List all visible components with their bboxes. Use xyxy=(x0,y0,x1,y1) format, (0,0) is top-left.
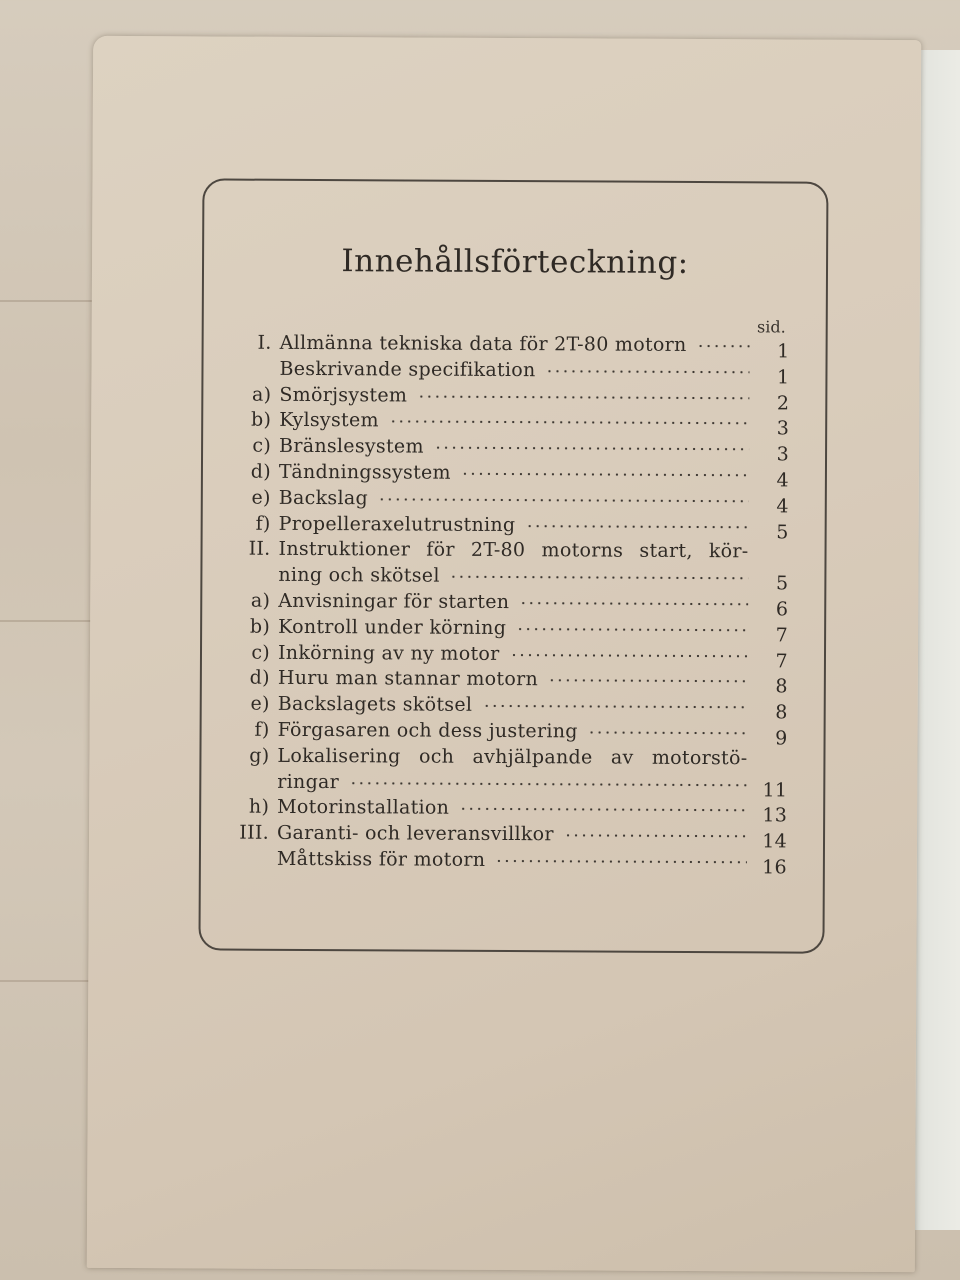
toc-entry-label: Backslag xyxy=(278,486,369,510)
toc-leader-dots xyxy=(588,730,748,735)
toc-list xyxy=(231,331,790,879)
toc-entry-label: Lokalisering och avhjälpande av motorstö- xyxy=(277,744,748,770)
toc-entry-label: Kylsystem xyxy=(279,409,379,432)
toc-leader-dots xyxy=(564,833,747,838)
toc-entry-page: 7 xyxy=(775,649,789,673)
toc-leader-dots xyxy=(461,472,749,478)
toc-entry-label: Kontroll under körning xyxy=(278,615,507,639)
toc-leader-dots xyxy=(697,344,750,348)
toc-entry xyxy=(231,847,787,879)
toc-leader-dots xyxy=(459,807,747,813)
page-column-label: sid. xyxy=(757,317,786,337)
toc-entry-marker: b) xyxy=(249,615,271,638)
toc-entry-page: 14 xyxy=(762,830,788,853)
toc-entry-label: Tändningssystem xyxy=(278,460,451,484)
toc-leader-dots xyxy=(510,653,748,658)
toc-entry xyxy=(233,408,790,440)
toc-leader-dots xyxy=(378,497,749,503)
toc-entry-page: 2 xyxy=(776,392,790,415)
toc-entry-page: 6 xyxy=(775,598,789,621)
toc-entry-page: 5 xyxy=(776,521,789,544)
toc-leader-dots xyxy=(495,859,747,864)
toc-entry-page: 5 xyxy=(775,572,789,595)
toc-entry xyxy=(233,382,790,415)
toc-entry xyxy=(231,769,788,802)
toc-entry-page: 8 xyxy=(775,675,788,698)
toc-entry xyxy=(232,614,789,647)
toc-entry-label: Smörjsystem xyxy=(279,383,408,407)
toc-entry xyxy=(233,485,789,518)
toc-entry-page: 7 xyxy=(775,624,789,647)
toc-entry-page: 8 xyxy=(775,701,788,724)
toc-entry xyxy=(232,537,788,566)
toc-entry xyxy=(232,589,789,621)
toc-leader-dots xyxy=(525,524,748,529)
toc-entry xyxy=(232,640,789,673)
toc-entry xyxy=(234,331,790,363)
toc-entry-label: Beskrivande specifikation xyxy=(279,357,536,381)
toc-entry-page: 4 xyxy=(776,469,789,492)
toc-entry-label: Förgasaren och dess justering xyxy=(277,718,578,743)
toc-entry-marker: g) xyxy=(249,744,270,767)
toc-entry-page: 13 xyxy=(762,804,788,827)
toc-entry xyxy=(231,821,788,853)
toc-entry-page: 3 xyxy=(776,443,790,466)
toc-entry-label: Måttskiss för motorn xyxy=(276,847,486,871)
toc-leader-dots xyxy=(389,420,749,426)
toc-entry-marker: c) xyxy=(252,434,272,457)
toc-entry xyxy=(233,434,790,466)
toc-entry xyxy=(232,563,789,595)
toc-entry-marker: f) xyxy=(255,512,271,535)
toc-entry-label: Instruktioner för 2T-80 motorns start, kör- xyxy=(278,538,749,563)
toc-entry-marker: b) xyxy=(250,409,272,432)
toc-entry xyxy=(231,795,788,827)
table-of-contents-frame xyxy=(198,178,828,953)
toc-leader-dots xyxy=(450,575,749,581)
toc-entry-marker: I. xyxy=(257,331,272,354)
toc-entry-marker: a) xyxy=(251,383,272,406)
toc-entry xyxy=(231,743,787,772)
booklet-page xyxy=(87,36,921,1272)
toc-entry-page: 4 xyxy=(776,495,789,518)
toc-entry-page: 11 xyxy=(762,778,788,802)
toc-entry-label: Allmänna tekniska data för 2T-80 motorn xyxy=(279,331,687,356)
toc-entry-label: Bränslesystem xyxy=(279,435,424,458)
toc-leader-dots xyxy=(434,446,749,452)
toc-entry-marker: II. xyxy=(248,538,271,561)
toc-entry-label: ringar xyxy=(277,770,340,793)
toc-entry-label: Garanti- och leveransvillkor xyxy=(277,821,554,846)
toc-leader-dots xyxy=(546,369,750,374)
toc-leader-dots xyxy=(519,601,748,606)
toc-entry xyxy=(233,511,789,544)
toc-entry xyxy=(232,692,788,724)
toc-entry-marker: e) xyxy=(251,486,271,509)
toc-entry-label: Inkörning av ny motor xyxy=(277,641,500,665)
toc-entry-page: 9 xyxy=(775,727,788,750)
toc-entry-marker: e) xyxy=(250,692,270,715)
toc-entry-marker: d) xyxy=(249,667,270,690)
toc-entry-page: 16 xyxy=(762,856,787,879)
toc-entry-label: Backslagets skötsel xyxy=(277,692,473,716)
toc-entry-marker: h) xyxy=(248,796,270,819)
toc-entry xyxy=(232,666,788,698)
toc-leader-dots xyxy=(417,394,749,400)
toc-entry-page: 1 xyxy=(777,340,790,363)
toc-entry-label: Anvisningar för starten xyxy=(278,589,510,613)
toc-leader-dots xyxy=(516,627,748,632)
toc-entry xyxy=(233,460,789,492)
toc-entry xyxy=(233,356,790,389)
toc-entry-marker: III. xyxy=(239,821,270,844)
toc-entry-label: Motorinstallation xyxy=(277,796,450,820)
toc-entry-page: 3 xyxy=(776,417,790,440)
toc-entry xyxy=(232,718,788,750)
toc-leader-dots xyxy=(548,679,748,684)
toc-entry-label: Huru man stannar motorn xyxy=(277,667,539,691)
toc-entry-marker: d) xyxy=(250,460,272,483)
toc-title: Innehållsförteckning: xyxy=(341,243,689,281)
toc-entry-label: Propelleraxelutrustning xyxy=(278,512,516,536)
toc-entry-marker: c) xyxy=(251,641,271,664)
toc-entry-marker: f) xyxy=(254,718,270,741)
toc-entry-label: ning och skötsel xyxy=(278,563,440,587)
toc-leader-dots xyxy=(482,704,747,709)
toc-leader-dots xyxy=(349,781,747,787)
toc-entry-page: 1 xyxy=(777,366,790,389)
toc-entry-marker: a) xyxy=(250,589,271,612)
